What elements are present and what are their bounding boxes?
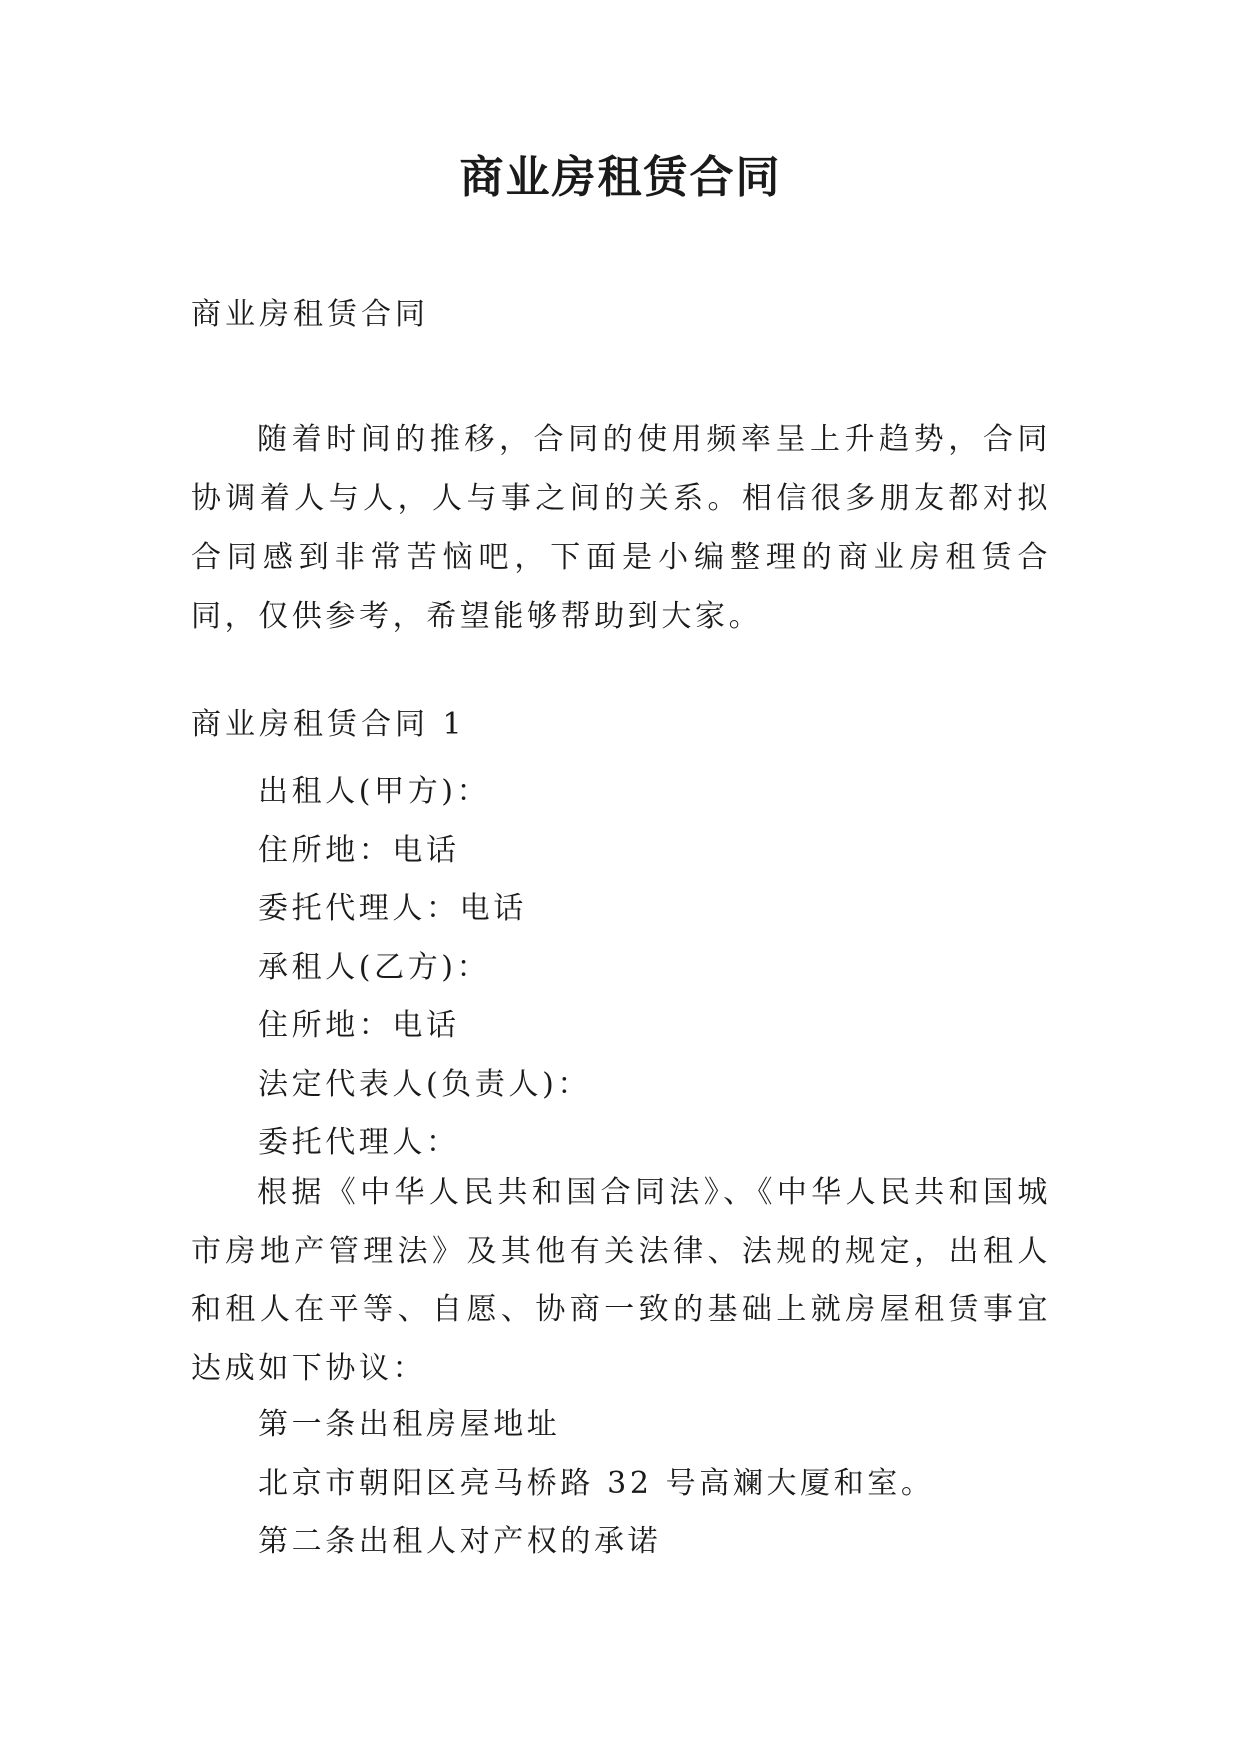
intro-paragraph: 随着时间的推移，合同的使用频率呈上升趋势，合同协调着人与人，人与事之间的关系。相信很多朋友都对拟合同感到非常苦恼吧，下面是小编整理的商业房租赁合同，仅供参考，希望能够帮助到大家。: [191, 422, 1051, 634]
article-1-address: 北京市朝阳区亮马桥路 32 号高斓大厦和室。: [258, 1465, 935, 1501]
party-line-lessor-agent: 委托代理人：电话: [258, 891, 527, 926]
section-heading: 商业房租赁合同 1: [191, 707, 466, 742]
party-line-lessee-address: 住所地：电话: [258, 1008, 460, 1043]
party-line-lessor-address: 住所地：电话: [258, 832, 460, 868]
party-line-lessee: 承租人(乙方)：: [258, 949, 491, 985]
document-subtitle: 商业房租赁合同: [191, 297, 429, 332]
party-line-lessee-agent: 委托代理人：: [258, 1125, 460, 1160]
party-line-legal-representative: 法定代表人(负责人)：: [258, 1066, 592, 1102]
party-line-lessor: 出租人(甲方)：: [258, 774, 491, 809]
article-2-heading: 第二条出租人对产权的承诺: [258, 1524, 662, 1559]
document-title: 商业房租赁合同: [459, 152, 782, 203]
party-list: [258, 763, 591, 1173]
article-1-heading: 第一条出租房屋地址: [258, 1407, 561, 1442]
legal-basis-paragraph: 根据《中华人民共和国合同法》、《中华人民共和国城市房地产管理法》及其他有关法律、法规的规定，出租人和租人在平等、自愿、协商一致的基础上就房屋租赁事宜达成如下协议：: [191, 1175, 1051, 1386]
article-list: [258, 1396, 934, 1572]
